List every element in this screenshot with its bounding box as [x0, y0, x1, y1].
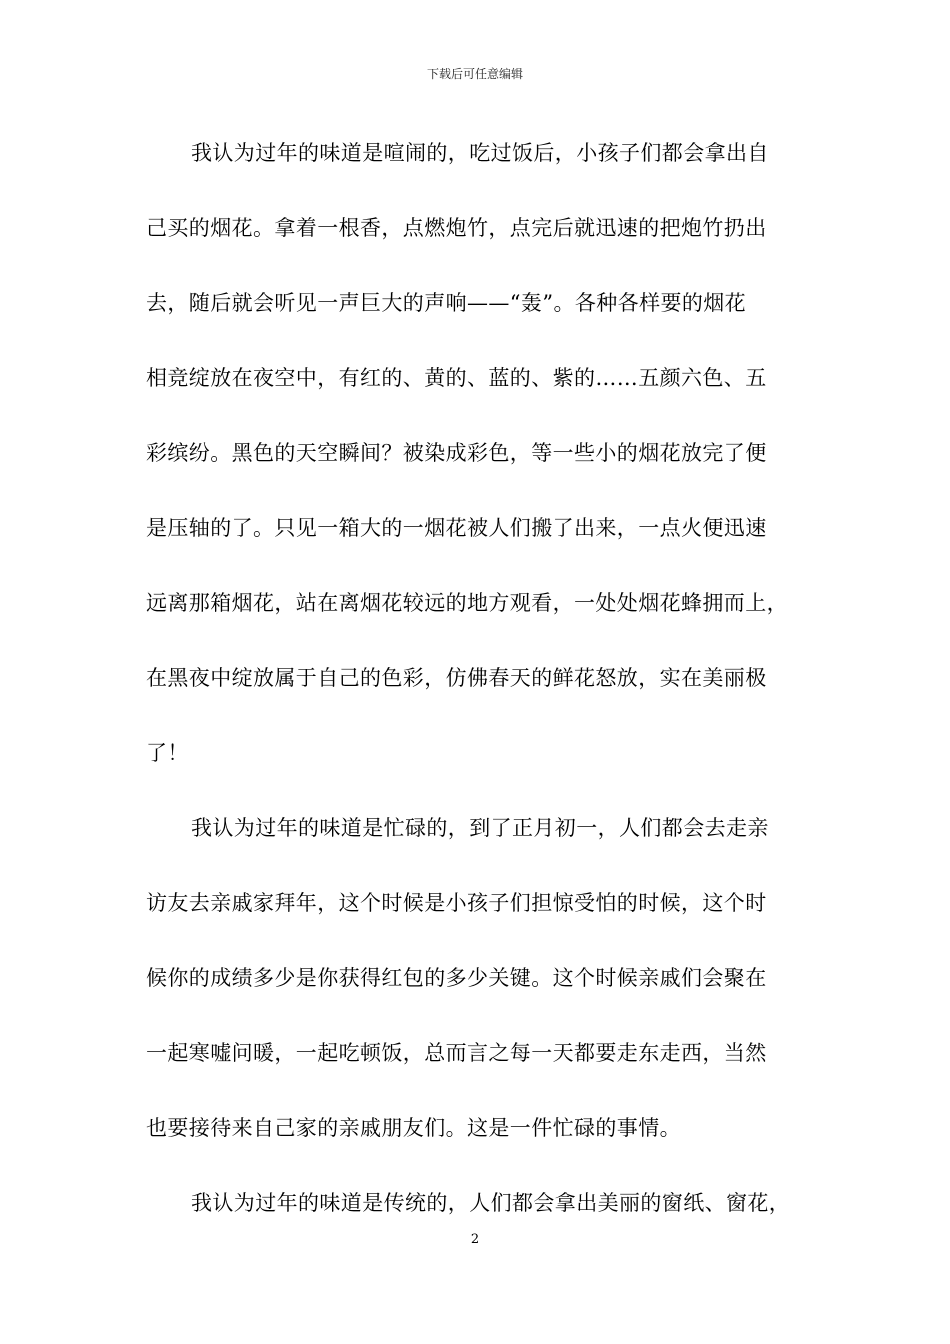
paragraph-1-line-6: 是压轴的了。只见一箱大的一烟花被人们搬了出来，一点火便迅速 [146, 516, 767, 540]
paragraph-1-line-9: 了！ [146, 741, 189, 765]
paragraph-1-line-2: 己买的烟花。拿着一根香，点燃炮竹，点完后就迅速的把炮竹扔出 [146, 216, 767, 240]
paragraph-2-line-2: 访友去亲戚家拜年，这个时候是小孩子们担惊受怕的时候，这个时 [146, 891, 767, 915]
paragraph-1-line-4: 相竞绽放在夜空中，有红的、黄的、蓝的、紫的……五颜六色、五 [146, 366, 767, 390]
paragraph-3-line-1: 我认为过年的味道是传统的，人们都会拿出美丽的窗纸、窗花， [191, 1191, 791, 1215]
paragraph-2-line-5: 也要接待来自己家的亲戚朋友们。这是一件忙碌的事情。 [146, 1116, 681, 1140]
page-header: 下载后可任意编辑 [426, 67, 523, 81]
paragraph-2-line-1: 我认为过年的味道是忙碌的，到了正月初一，人们都会去走亲 [191, 816, 769, 840]
paragraph-1-line-3: 去，随后就会听见一声巨大的声响——“轰”。各种各样要的烟花 [146, 291, 747, 315]
paragraph-2-line-4: 一起寒嘘问暖，一起吃顿饭，总而言之每一天都要走东走西，当然 [146, 1041, 767, 1065]
paragraph-1-line-7: 远离那箱烟花，站在离烟花较远的地方观看，一处处烟花蜂拥而上， [146, 591, 788, 615]
paragraph-2-line-3: 候你的成绩多少是你获得红包的多少关键。这个时候亲戚们会聚在 [146, 966, 767, 990]
page-number: 2 [470, 1232, 480, 1247]
paragraph-1-line-8: 在黑夜中绽放属于自己的色彩，仿佛春天的鲜花怒放，实在美丽极 [146, 666, 767, 690]
paragraph-1-line-5: 彩缤纷。黑色的天空瞬间？被染成彩色，等一些小的烟花放完了便 [146, 441, 767, 465]
document-body [146, 133, 846, 1258]
paragraph-1-line-1: 我认为过年的味道是喧闹的，吃过饭后，小孩子们都会拿出自 [191, 141, 769, 165]
